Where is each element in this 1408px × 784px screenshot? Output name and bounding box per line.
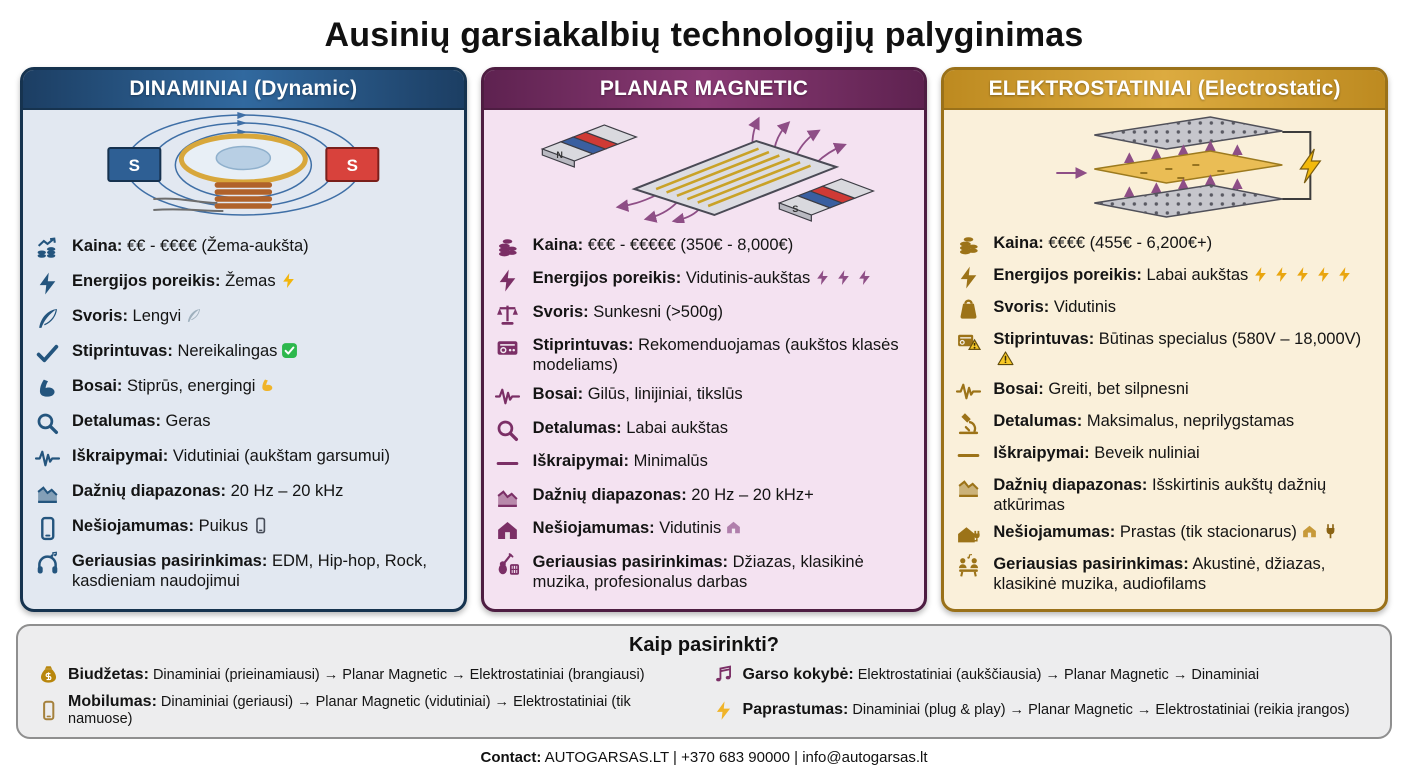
spec-text bbox=[72, 551, 454, 591]
spec-text bbox=[993, 443, 1199, 463]
spec-text bbox=[993, 554, 1375, 594]
lightning-icon bbox=[1336, 266, 1353, 288]
spec-value: Labai aukštas bbox=[1146, 265, 1249, 284]
spec-value: Vidutiniai (aukštam garsumui) bbox=[172, 446, 390, 465]
spec-row bbox=[492, 384, 915, 409]
spec-value: Vidutinis-aukštas bbox=[685, 269, 811, 288]
spec-row bbox=[952, 329, 1375, 372]
spec-label: Nešiojamumas: bbox=[993, 522, 1116, 541]
spec-label: Nešiojamumas: bbox=[532, 519, 655, 538]
spec-row bbox=[492, 268, 915, 293]
amp-warning-icon bbox=[952, 329, 984, 354]
spec-label: Svoris: bbox=[993, 297, 1050, 316]
bottom-stator bbox=[1095, 185, 1283, 217]
spec-row bbox=[31, 551, 454, 591]
choice-text bbox=[68, 666, 645, 684]
spec-value: €€ - €€€€ (Žema-aukšta) bbox=[127, 236, 309, 255]
how-to-choose-grid bbox=[38, 664, 1370, 727]
spec-text bbox=[533, 335, 915, 375]
lightning-icon bbox=[856, 269, 873, 291]
contact-footer bbox=[0, 749, 1408, 766]
contact-text: AUTOGARSAS.LT | +370 683 90000 | info@autogarsas.lt bbox=[544, 749, 928, 766]
lightning-icon bbox=[952, 265, 984, 290]
spec-row bbox=[952, 297, 1375, 322]
page-title: Ausinių garsiakalbių technologijų palyginimas bbox=[324, 16, 1084, 54]
choice-item bbox=[38, 693, 683, 727]
card-electrostatic bbox=[941, 67, 1388, 612]
spec-value: €€€ - €€€€€ (350€ - 8,000€) bbox=[587, 235, 794, 254]
spec-row bbox=[492, 235, 915, 260]
spec-label: Energijos poreikis: bbox=[72, 271, 221, 290]
flat-line-icon bbox=[492, 451, 524, 476]
top-stator bbox=[1095, 117, 1283, 149]
spec-label: Iškraipymai: bbox=[993, 443, 1090, 462]
spec-row bbox=[31, 306, 454, 331]
spec-row bbox=[31, 481, 454, 506]
microscope-icon bbox=[952, 411, 984, 436]
spec-value: Puikus bbox=[198, 516, 249, 535]
spec-row bbox=[492, 485, 915, 510]
choice-value: Dinaminiai (geriausi) → Planar Magnetic (vidutiniai) → Elektrostatiniai (tik namuose) bbox=[68, 694, 631, 727]
spec-row bbox=[952, 379, 1375, 404]
spec-row bbox=[952, 411, 1375, 436]
feather-icon bbox=[31, 306, 63, 331]
check-icon bbox=[31, 341, 63, 366]
spec-value: Gilūs, linijiniai, tikslūs bbox=[587, 385, 743, 404]
lightning-icon bbox=[492, 268, 524, 293]
spec-label: Nešiojamumas: bbox=[72, 516, 194, 535]
spec-value: Lengvi bbox=[132, 306, 182, 325]
flat-line-icon bbox=[952, 443, 984, 468]
spec-label: Geriausias pasirinkimas: bbox=[993, 554, 1189, 573]
spec-text bbox=[533, 451, 708, 471]
spec-row bbox=[492, 418, 915, 443]
spec-text bbox=[533, 302, 723, 322]
choice-text bbox=[68, 693, 683, 727]
spec-value: Minimalūs bbox=[633, 452, 708, 471]
area-chart-icon bbox=[31, 481, 63, 506]
spec-label: Iškraipymai: bbox=[72, 446, 169, 465]
people-table-icon bbox=[952, 554, 984, 579]
spec-text bbox=[72, 516, 269, 539]
headphones-icon bbox=[31, 551, 63, 576]
spec-text bbox=[533, 384, 743, 404]
choice-label: Garso kokybė: bbox=[742, 665, 854, 683]
spec-text bbox=[533, 518, 743, 541]
waveform-icon bbox=[31, 446, 63, 471]
how-to-choose-title: Kaip pasirinkti? bbox=[628, 634, 780, 656]
card-dynamic-header: DINAMINIAI (Dynamic) bbox=[23, 70, 464, 110]
waveform-icon bbox=[952, 379, 984, 404]
voice-coil bbox=[217, 185, 269, 206]
spec-text bbox=[993, 265, 1353, 288]
spec-row bbox=[31, 341, 454, 366]
spec-value: Stiprūs, energingi bbox=[127, 376, 256, 395]
music-notes-icon bbox=[713, 664, 734, 685]
spec-label: Energijos poreikis: bbox=[993, 265, 1142, 284]
card-planar-header: PLANAR MAGNETIC bbox=[484, 70, 925, 110]
lightning-icon bbox=[1273, 266, 1290, 288]
lightning-icon bbox=[713, 700, 734, 721]
warning-icon bbox=[997, 350, 1014, 372]
spec-label: Dažnių diapazonas: bbox=[72, 481, 227, 500]
spec-label: Dažnių diapazonas: bbox=[532, 485, 687, 504]
choice-item bbox=[713, 664, 1370, 685]
lightning-icon bbox=[1252, 266, 1269, 288]
spec-value: €€€€ (455€ - 6,200€+) bbox=[1048, 233, 1213, 252]
how-to-choose-box bbox=[16, 624, 1392, 739]
spec-value: Džiazas, klasikinė muzika, profesionalus darbas bbox=[532, 553, 864, 592]
top-magnet-label: N bbox=[556, 150, 563, 160]
spec-text bbox=[533, 418, 728, 438]
contact-label: Contact: bbox=[480, 749, 542, 766]
house-icon bbox=[1301, 523, 1318, 545]
area-chart-icon bbox=[492, 485, 524, 510]
choice-value: Dinaminiai (plug & play) → Planar Magnetic → Elektrostatiniai (reikia įrangos) bbox=[852, 702, 1350, 718]
card-electrostatic-specs bbox=[944, 224, 1385, 609]
spec-text bbox=[993, 411, 1294, 431]
house-plug-icon bbox=[952, 522, 984, 547]
spec-row bbox=[31, 271, 454, 296]
spec-value: Nereikalingas bbox=[177, 341, 278, 360]
choice-value: Dinaminiai (prieinamiausi) → Planar Magnetic → Elektrostatiniai (brangiausi) bbox=[152, 666, 645, 683]
spec-row bbox=[31, 516, 454, 541]
dynamic-driver-illustration bbox=[23, 110, 464, 224]
plug-icon bbox=[1322, 523, 1339, 545]
bottom-magnet bbox=[779, 179, 873, 221]
spec-text bbox=[533, 268, 874, 291]
spec-label: Svoris: bbox=[72, 306, 128, 325]
spec-value: Vidutinis bbox=[1053, 297, 1116, 316]
spec-value: Greiti, bet silpnesni bbox=[1048, 379, 1189, 398]
spec-value: Rekomenduojamas (aukštos klasės modeliams) bbox=[532, 336, 899, 375]
spec-value: 20 Hz – 20 kHz+ bbox=[691, 485, 814, 504]
house-icon bbox=[492, 518, 524, 543]
magnifier-icon bbox=[492, 418, 524, 443]
spec-row bbox=[952, 233, 1375, 258]
smartphone-icon bbox=[38, 700, 59, 721]
comparison-columns bbox=[0, 67, 1408, 612]
spec-label: Kaina: bbox=[532, 235, 584, 254]
spec-label: Stiprintuvas: bbox=[993, 329, 1095, 348]
card-planar-specs bbox=[484, 224, 925, 609]
spec-label: Kaina: bbox=[993, 233, 1044, 252]
card-electrostatic-header: ELEKTROSTATINIAI (Electrostatic) bbox=[944, 70, 1385, 110]
spec-row bbox=[492, 552, 915, 592]
lightning-icon bbox=[835, 269, 852, 291]
spec-row bbox=[952, 522, 1375, 547]
choice-text bbox=[743, 701, 1350, 719]
top-magnet bbox=[542, 125, 636, 167]
spec-row bbox=[492, 335, 915, 375]
spec-label: Bosai: bbox=[72, 376, 123, 395]
spec-value: Beveik nuliniai bbox=[1094, 443, 1200, 462]
feather-icon bbox=[185, 307, 202, 329]
spec-row bbox=[952, 475, 1375, 515]
spec-row bbox=[952, 265, 1375, 290]
card-planar bbox=[481, 67, 928, 612]
weight-icon bbox=[952, 297, 984, 322]
spec-label: Iškraipymai: bbox=[532, 452, 629, 471]
biceps-icon bbox=[31, 376, 63, 401]
spec-value: Vidutinis bbox=[659, 519, 722, 538]
spec-label: Stiprintuvas: bbox=[72, 341, 173, 360]
lightning-icon bbox=[814, 269, 831, 291]
spec-label: Geriausias pasirinkimas: bbox=[532, 553, 729, 572]
bottom-magnet-label: S bbox=[792, 204, 799, 214]
spec-value: Geras bbox=[165, 411, 211, 430]
house-icon bbox=[725, 519, 742, 541]
smartphone-icon bbox=[31, 516, 63, 541]
spec-label: Detalumas: bbox=[993, 411, 1083, 430]
lightning-icon bbox=[1315, 266, 1332, 288]
electrostatic-illustration bbox=[944, 110, 1385, 224]
spec-text bbox=[993, 329, 1375, 372]
area-chart-icon bbox=[952, 475, 984, 500]
choice-label: Mobilumas: bbox=[68, 693, 157, 710]
spec-row bbox=[492, 518, 915, 543]
spec-value: Maksimalus, neprilygstamas bbox=[1086, 411, 1295, 430]
infographic-page bbox=[0, 16, 1408, 766]
spec-label: Bosai: bbox=[993, 379, 1044, 398]
spec-text bbox=[533, 235, 794, 255]
charged-diaphragm bbox=[1095, 151, 1283, 183]
spec-label: Energijos poreikis: bbox=[532, 269, 682, 288]
check-badge-icon bbox=[281, 342, 298, 364]
spec-row bbox=[31, 376, 454, 401]
money-bag-icon bbox=[38, 664, 59, 685]
magnifier-icon bbox=[31, 411, 63, 436]
choice-label: Paprastumas: bbox=[742, 701, 849, 718]
spec-row bbox=[492, 302, 915, 327]
coins-icon bbox=[492, 235, 524, 260]
spec-value: Prastas (tik stacionarus) bbox=[1119, 522, 1297, 541]
spec-text bbox=[993, 379, 1188, 399]
spec-row bbox=[31, 446, 454, 471]
choice-value: Elektrostatiniai (aukščiausia) → Planar Magnetic → Dinaminiai bbox=[857, 666, 1260, 683]
spec-label: Detalumas: bbox=[532, 418, 622, 437]
amp-icon bbox=[492, 335, 524, 360]
spec-row bbox=[492, 451, 915, 476]
spec-label: Svoris: bbox=[532, 302, 589, 321]
spec-value: Labai aukštas bbox=[626, 418, 729, 437]
smartphone-icon bbox=[252, 517, 269, 539]
spec-text bbox=[533, 485, 814, 505]
spec-row bbox=[952, 554, 1375, 594]
spec-label: Detalumas: bbox=[72, 411, 161, 430]
planar-magnetic-illustration bbox=[484, 110, 925, 224]
waveform-icon bbox=[492, 384, 524, 409]
spec-text bbox=[72, 376, 276, 399]
spec-value: Akustinė, džiazas, klasikinė muzika, audiofilams bbox=[993, 554, 1326, 593]
spec-row bbox=[31, 411, 454, 436]
spec-value: EDM, Hip-hop, Rock, kasdieniam naudojimui bbox=[72, 551, 427, 590]
biceps-icon bbox=[259, 377, 276, 399]
spec-text bbox=[72, 411, 210, 431]
spec-text bbox=[72, 271, 297, 294]
choice-text bbox=[743, 666, 1260, 684]
spec-value: 20 Hz – 20 kHz bbox=[230, 481, 344, 500]
violin-piano-icon bbox=[492, 552, 524, 577]
spec-text bbox=[533, 552, 915, 592]
spec-text bbox=[72, 481, 343, 501]
spec-label: Stiprintuvas: bbox=[532, 336, 634, 355]
spec-label: Bosai: bbox=[532, 385, 584, 404]
choice-label: Biudžetas: bbox=[68, 665, 149, 683]
spec-text bbox=[72, 341, 298, 364]
spec-label: Kaina: bbox=[72, 236, 123, 255]
choice-item bbox=[713, 693, 1370, 727]
right-magnet-label: S bbox=[346, 156, 359, 175]
spec-text bbox=[993, 233, 1212, 253]
scale-icon bbox=[492, 302, 524, 327]
spec-text bbox=[993, 297, 1116, 317]
lightning-icon bbox=[280, 272, 297, 294]
spec-row bbox=[31, 236, 454, 261]
coins-trend-icon bbox=[31, 236, 63, 261]
spec-text bbox=[72, 446, 390, 466]
lightning-icon bbox=[1294, 266, 1311, 288]
card-dynamic-specs bbox=[23, 224, 464, 609]
spec-label: Geriausias pasirinkimas: bbox=[72, 551, 268, 570]
spec-value: Žemas bbox=[225, 271, 276, 290]
spec-value: Sunkesni (>500g) bbox=[593, 302, 723, 321]
lightning-icon bbox=[31, 271, 63, 296]
spec-row bbox=[952, 443, 1375, 468]
spec-text bbox=[993, 522, 1339, 545]
card-dynamic bbox=[20, 67, 467, 612]
spec-label: Dažnių diapazonas: bbox=[993, 475, 1148, 494]
left-magnet-label: S bbox=[128, 156, 141, 175]
choice-item bbox=[38, 664, 683, 685]
spec-value: Išskirtinis aukštų dažnių atkūrimas bbox=[993, 475, 1327, 514]
spec-text bbox=[72, 236, 309, 256]
spec-text bbox=[993, 475, 1375, 515]
coins-icon bbox=[952, 233, 984, 258]
spec-value: Būtinas specialus (580V – 18,000V) bbox=[1098, 329, 1362, 348]
spec-text bbox=[72, 306, 202, 329]
